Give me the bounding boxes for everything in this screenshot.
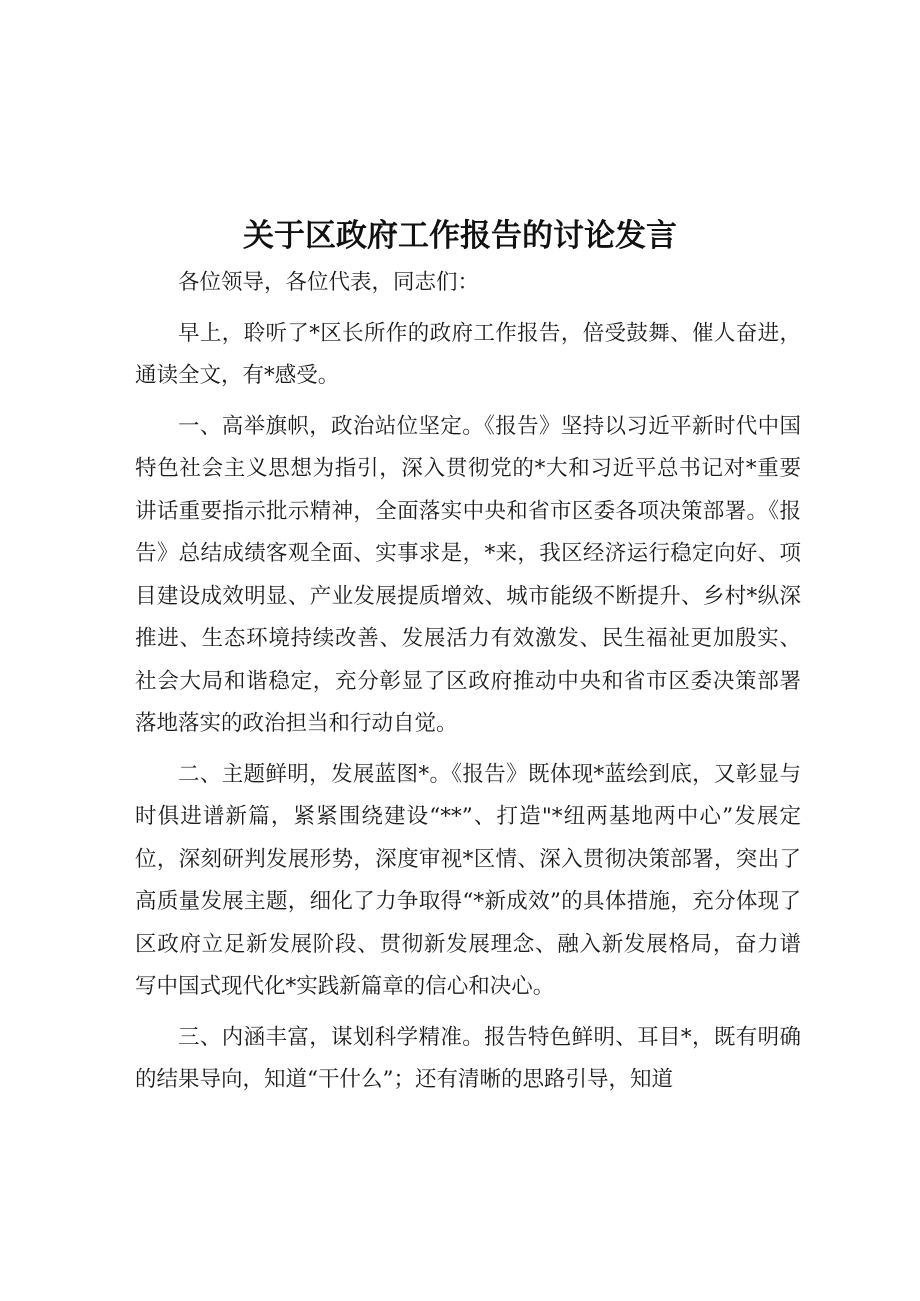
paragraph-intro: 早上，聆听了*区长所作的政府工作报告，倍受鼓舞、催人奋进，通读全文，有*感受。 (135, 320, 801, 388)
greeting-paragraph: 各位领导，各位代表，同志们： (178, 270, 480, 295)
document-title: 关于区政府工作报告的讨论发言 (243, 218, 677, 254)
document-body (135, 262, 801, 1110)
paragraph-section-1: 一、高举旗帜，政治站位坚定。《报告》坚持以习近平新时代中国特色社会主义思想为指引，深入贯彻党的*大和习近平总书记对*重要讲话重要指示批示精神，全面落实中央和省市区委各项决策部署。《报告》总结成绩客观全面、实事求是，*来，我区经济运行稳定向好、项目建设成效明显、产业发展提质增效、城市能级不断提升、乡村*纵深推进、生态环境持续改善、发展活力有效激发、民生福祉更加殷实、社会大局和谐稳定，充分彰显了区政府推动中央和省市区委决策部署落地落实的政治担当和行动自觉。 (135, 413, 801, 736)
paragraph-section-3: 三、内涵丰富，谋划科学精准。报告特色鲜明、耳目*，既有明确的结果导向，知道“干什么”；还有清晰的思路引导，知道 (135, 1024, 801, 1092)
paragraph-section-2: 二、主题鲜明，发展蓝图*。《报告》既体现*蓝绘到底，又彰显与时俱进谱新篇，紧紧围绕建设“**”、打造"*纽两基地两中心”发展定位，深刻研判发展形势，深度审视*区情、深入贯彻决策部署，突出了高质量发展主题，细化了力争取得“*新成效”的具体措施，充分体现了区政府立足新发展阶段、贯彻新发展理念、融入新发展格局，奋力谱写中国式现代化*实践新篇章的信心和决心。 (135, 761, 801, 999)
